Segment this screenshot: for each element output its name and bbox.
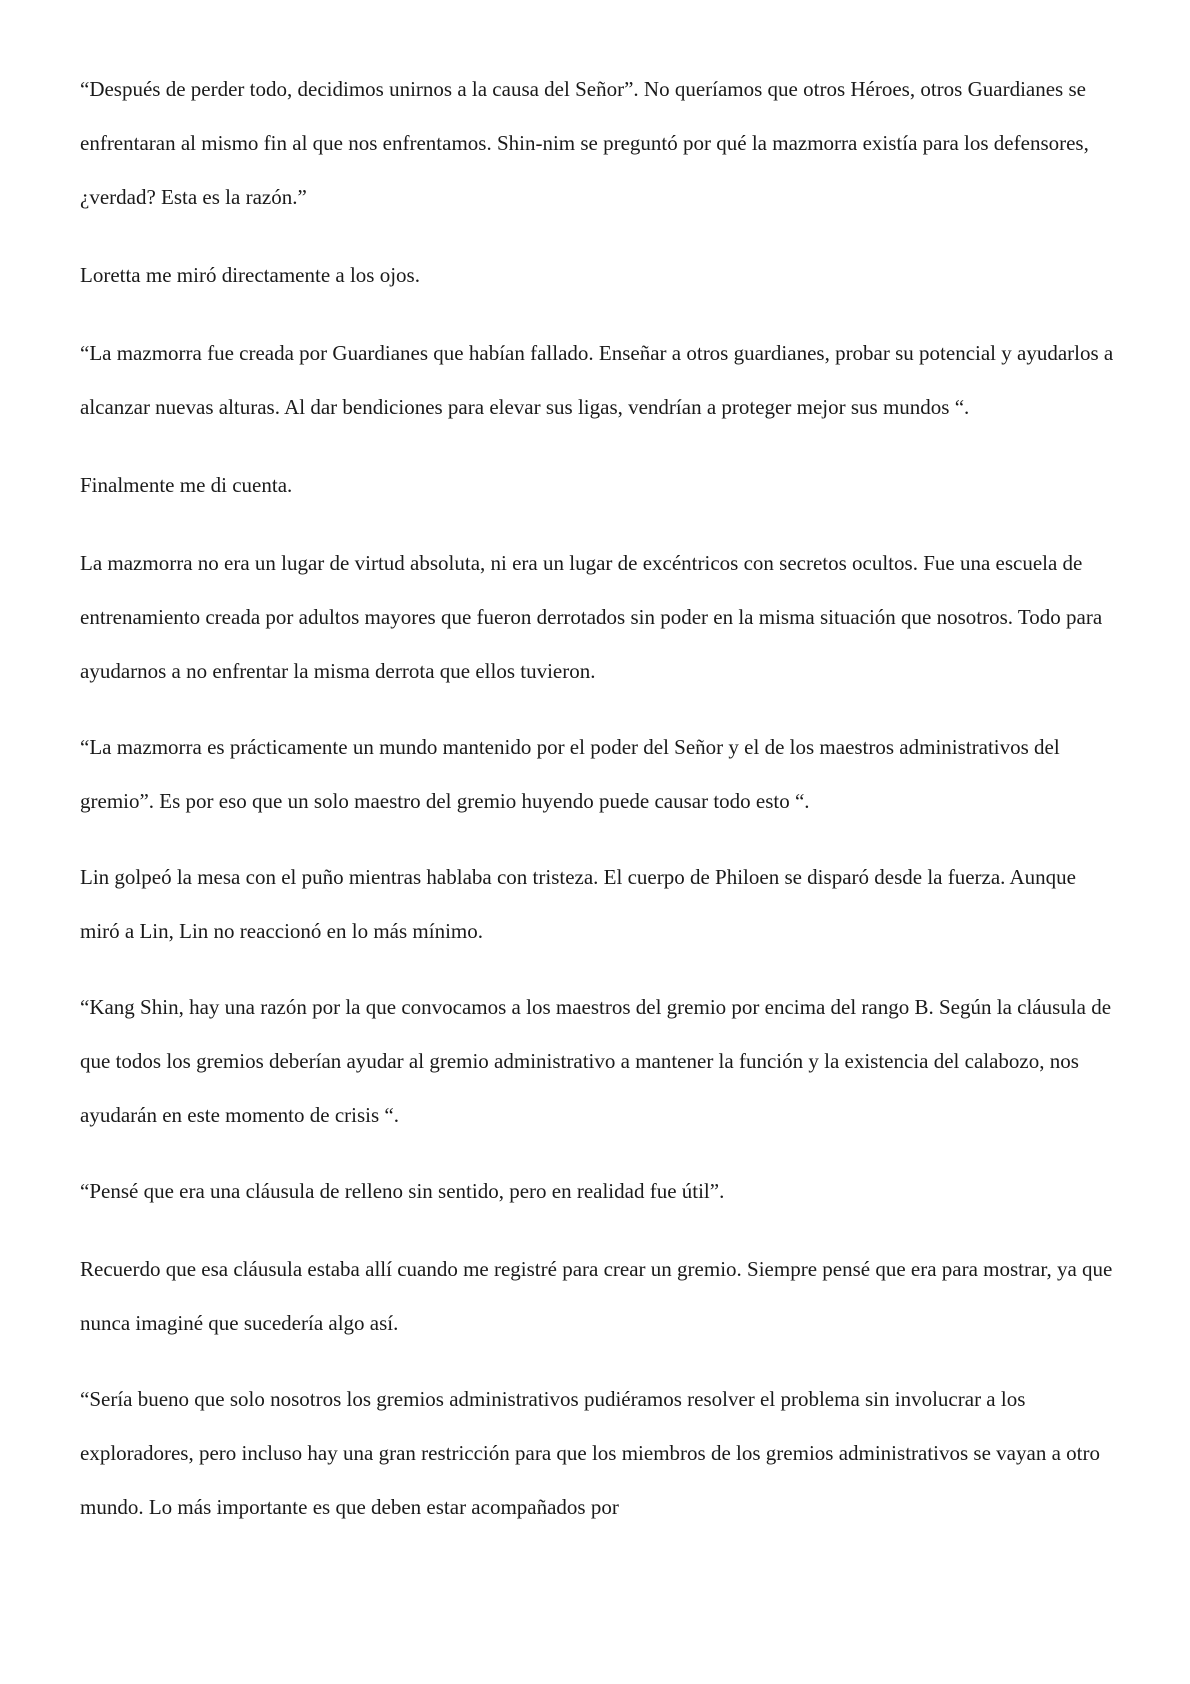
paragraph-11: “Sería bueno que solo nosotros los gremios administrativos pudiéramos resolver el problema sin involucrar a los exploradores, pero incluso hay una gran restricción para que los miembros de los gremios administrativos se vayan a otro mundo. Lo más importante es que deben estar acompañados por — [80, 1387, 1100, 1519]
paragraph-9: “Pensé que era una cláusula de relleno sin sentido, pero en realidad fue útil”. — [80, 1179, 725, 1203]
paragraph-8: “Kang Shin, hay una razón por la que convocamos a los maestros del gremio por encima del rango B. Según la cláusula de que todos los gremios deberían ayudar al gremio administrativo a mantener la función y la existencia del calabozo, nos ayudarán en este momento de crisis “. — [80, 995, 1112, 1127]
paragraph-6: “La mazmorra es prácticamente un mundo mantenido por el poder del Señor y el de los maestros administrativos del gremio”. Es por eso que un solo maestro del gremio huyendo puede causar todo esto “. — [80, 735, 1060, 813]
paragraph-2: Loretta me miró directamente a los ojos. — [80, 263, 420, 287]
paragraph-10: Recuerdo que esa cláusula estaba allí cuando me registré para crear un gremio. Siempre pensé que era para mostrar, ya que nunca imaginé que sucedería algo así. — [80, 1257, 1113, 1335]
paragraph-3: “La mazmorra fue creada por Guardianes que habían fallado. Enseñar a otros guardianes, probar su potencial y ayudarlos a alcanzar nuevas alturas. Al dar bendiciones para elevar sus ligas, vendrían a proteger mejor sus mundos “. — [80, 341, 1114, 419]
paragraph-7: Lin golpeó la mesa con el puño mientras hablaba con tristeza. El cuerpo de Philoen se disparó desde la fuerza. Aunque miró a Lin, Lin no reaccionó en lo más mínimo. — [80, 865, 1077, 943]
paragraph-5: La mazmorra no era un lugar de virtud absoluta, ni era un lugar de excéntricos con secretos ocultos. Fue una escuela de entrenamiento creada por adultos mayores que fueron derrotados sin poder en la misma situación que nosotros. Todo para ayudarnos a no enfrentar la misma derrota que ellos tuvieron. — [80, 551, 1103, 683]
document-page — [80, 62, 1120, 1534]
paragraph-4: Finalmente me di cuenta. — [80, 473, 293, 497]
paragraph-1: “Después de perder todo, decidimos unirnos a la causa del Señor”. No queríamos que otros Héroes, otros Guardianes se enfrentaran al mismo fin al que nos enfrentamos. Shin-nim se preguntó por qué la mazmorra existía para los defensores, ¿verdad? Esta es la razón.” — [80, 77, 1089, 209]
